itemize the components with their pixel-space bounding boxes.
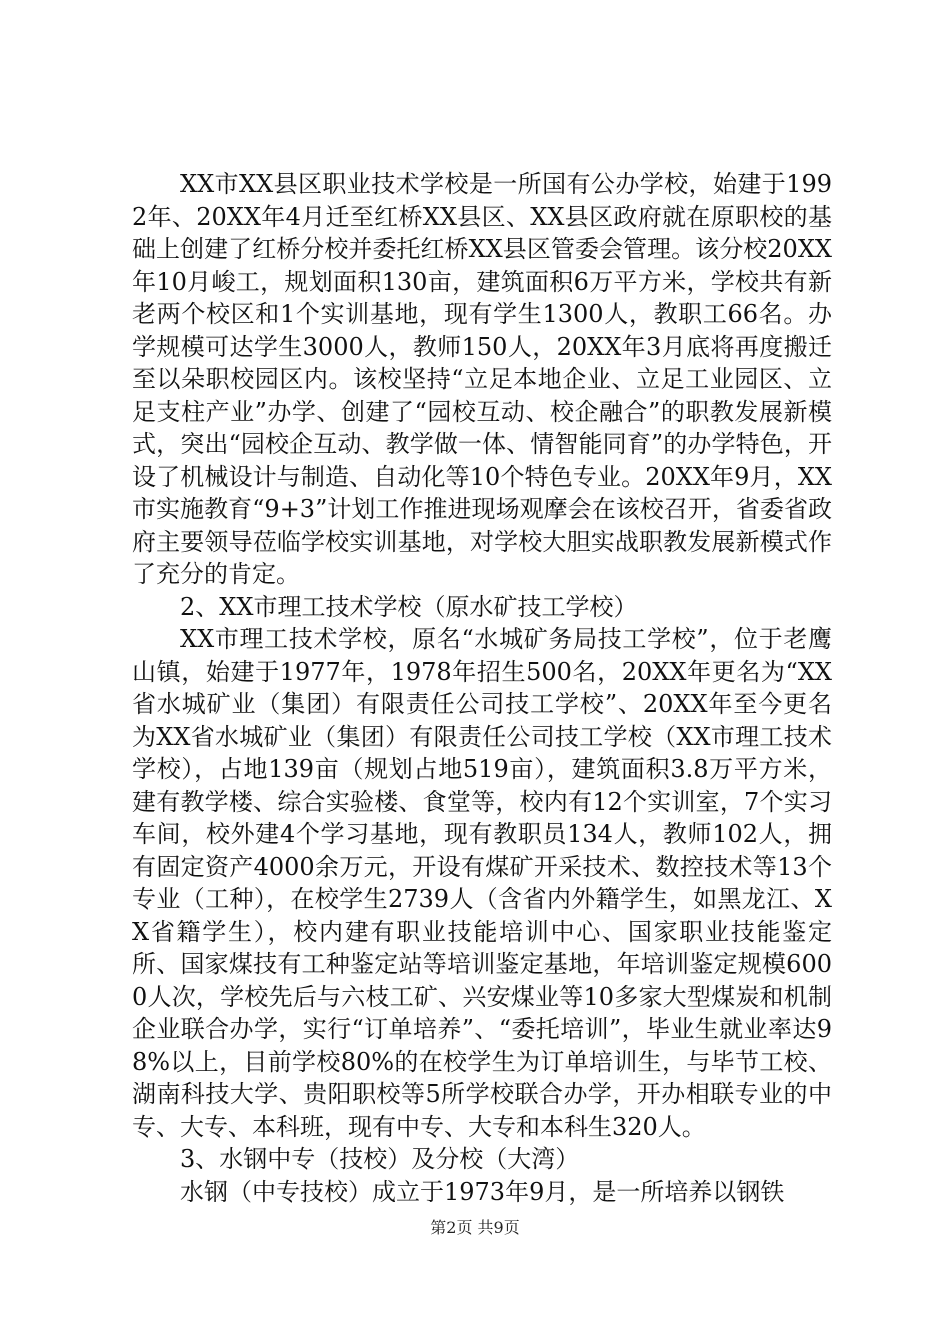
document-body bbox=[132, 168, 832, 1208]
section-heading-3: 3、水钢中专（技校）及分校（大湾） bbox=[180, 1145, 580, 1173]
section-heading-2: 2、XX市理工技术学校（原水矿技工学校） bbox=[180, 592, 638, 621]
paragraph-school-2: XX市理工技术学校，原名“水城矿务局技工学校”，位于老鹰山镇，始建于1977年，1978年招生500名，20XX年更名为“XX省水城矿业（集团）有限责任公司技工学校”、20XX年至今更名为XX省水城矿业（集团）有限责任公司技工学校（XX市理工技术学校），占地139亩（规划占地519亩），建筑面积3.8万平方米，建有教学楼、综合实验楼、食堂等，校内有12个实训室，7个实习车间，校外建4个学习基地，现有教职员134人，教师102人，拥有固定资产4000余万元，开设有煤矿开采技术、数控技术等13个专业（工种），在校学生2739人（含省内外籍学生，如黑龙江、XX省籍学生），校内建有职业技能培训中心、国家职业技能鉴定所、国家煤技有工种鉴定站等培训鉴定基地，年培训鉴定规模6000人次，学校先后与六枝工矿、兴安煤业等10多家大型煤炭和机制企业联合办学，实行“订单培养”、“委托培训”，毕业生就业率达98%以上，目前学校80%的在校学生为订单培训生，与毕节工校、湖南科技大学、贵阳职校等5所学校联合办学，开办相联专业的中专、大专、本科班，现有中专、大专和本科生320人。 bbox=[132, 625, 832, 1141]
paragraph-school-3: 水钢（中专技校）成立于1973年9月，是一所培养以钢铁 bbox=[180, 1177, 785, 1206]
page-footer: 第2页 共9页 bbox=[430, 1218, 520, 1237]
paragraph-school-1: XX市XX县区职业技术学校是一所国有公办学校，始建于1992年、20XX年4月迁至红桥XX县区、XX县区政府就在原职校的基础上创建了红桥分校并委托红桥XX县区管委会管理。该分校20XX年10月峻工，规划面积130亩，建筑面积6万平方米，学校共有新老两个校区和1个实训基地，现有学生1300人，教职工66名。办学规模可达学生3000人，教师150人，20XX年3月底将再度搬迁至以朵职校园区内。该校坚持“立足本地企业、立足工业园区、立足支柱产业”办学、创建了“园校互动、校企融合”的职教发展新模式，突出“园校企互动、教学做一体、情智能同育”的办学特色，开设了机械设计与制造、自动化等10个特色专业。20XX年9月，XX市实施教育“9+3”计划工作推进现场观摩会在该校召开，省委省政府主要领导莅临学校实训基地，对学校大胆实战职教发展新模式作了充分的肯定。 bbox=[132, 170, 832, 588]
